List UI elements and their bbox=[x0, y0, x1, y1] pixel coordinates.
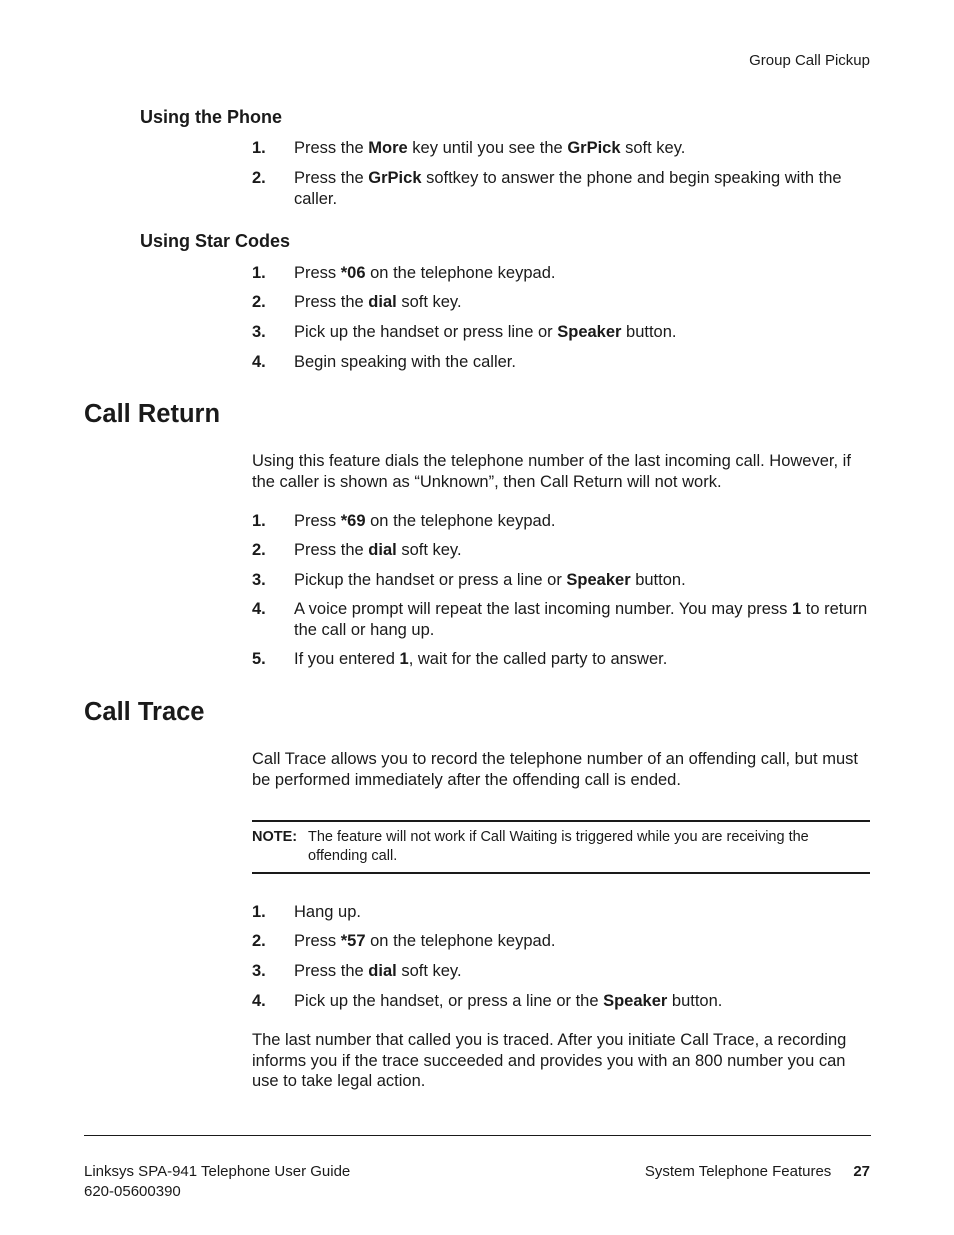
step-number: 4. bbox=[252, 600, 266, 618]
emphasis: More bbox=[368, 139, 408, 157]
step-text: Begin speaking with the caller. bbox=[294, 353, 516, 371]
step-text: If you entered 1, wait for the called party to answer. bbox=[294, 650, 668, 668]
step-number: 1. bbox=[252, 903, 266, 921]
step-number: 5. bbox=[252, 650, 266, 668]
step-text: Press *06 on the telephone keypad. bbox=[294, 264, 556, 282]
list-item bbox=[252, 322, 872, 343]
list-item bbox=[252, 352, 872, 373]
step-number: 4. bbox=[252, 353, 266, 371]
step-number: 2. bbox=[252, 932, 266, 950]
step-text: Pick up the handset or press line or Speaker button. bbox=[294, 323, 677, 341]
emphasis: dial bbox=[368, 541, 397, 559]
step-text: Press *57 on the telephone keypad. bbox=[294, 932, 556, 950]
footer-right bbox=[645, 1162, 870, 1182]
step-text: Press the GrPick softkey to answer the phone and begin speaking with the caller. bbox=[294, 169, 842, 208]
emphasis: *06 bbox=[340, 264, 366, 282]
step-text: Press the dial soft key. bbox=[294, 541, 462, 559]
step-text: Press the dial soft key. bbox=[294, 293, 462, 311]
list-item bbox=[252, 961, 872, 982]
list-item bbox=[252, 649, 872, 670]
emphasis: dial bbox=[368, 293, 397, 311]
emphasis: GrPick bbox=[368, 169, 422, 187]
note-box bbox=[252, 820, 870, 874]
emphasis: 1 bbox=[792, 600, 802, 618]
list-item bbox=[252, 540, 872, 561]
list-item bbox=[252, 599, 872, 640]
step-number: 2. bbox=[252, 169, 266, 187]
list-item bbox=[252, 931, 872, 952]
emphasis: dial bbox=[368, 962, 397, 980]
doc-number: 620-05600390 bbox=[84, 1183, 181, 1200]
footer-divider bbox=[84, 1135, 871, 1136]
step-text: Hang up. bbox=[294, 903, 361, 921]
emphasis: Speaker bbox=[566, 571, 631, 589]
heading-using-the-phone: Using the Phone bbox=[140, 107, 283, 127]
emphasis: Speaker bbox=[603, 992, 668, 1010]
step-number: 1. bbox=[252, 512, 266, 530]
step-number: 2. bbox=[252, 293, 266, 311]
chapter-title: System Telephone Features bbox=[644, 1163, 832, 1180]
emphasis: *57 bbox=[340, 932, 366, 950]
list-item bbox=[252, 511, 872, 532]
step-number: 1. bbox=[252, 139, 266, 157]
step-text: Pickup the handset or press a line or Speaker button. bbox=[294, 571, 686, 589]
emphasis: Speaker bbox=[557, 323, 622, 341]
step-text: Press the dial soft key. bbox=[294, 962, 462, 980]
list-item bbox=[252, 570, 872, 591]
step-number: 1. bbox=[252, 264, 266, 282]
step-number: 3. bbox=[252, 323, 266, 341]
emphasis: *69 bbox=[340, 512, 366, 530]
list-item bbox=[252, 168, 872, 209]
guide-title: Linksys SPA-941 Telephone User Guide bbox=[84, 1163, 351, 1180]
note-text: The feature will not work if Call Waiting is triggered while you are receiving the offending call. bbox=[308, 829, 809, 864]
step-text: Pick up the handset, or press a line or the Speaker button. bbox=[294, 992, 723, 1010]
list-item bbox=[252, 292, 872, 313]
list-item bbox=[252, 138, 872, 159]
emphasis: GrPick bbox=[567, 139, 621, 157]
note-label: NOTE: bbox=[252, 829, 298, 845]
heading-using-star-codes: Using Star Codes bbox=[140, 231, 291, 251]
emphasis: 1 bbox=[399, 650, 409, 668]
step-text: Press the More key until you see the GrPick soft key. bbox=[294, 139, 686, 157]
call-return-intro: Using this feature dials the telephone number of the last incoming call. However, if the caller is shown as “Unknown”, then Call Return will not work. bbox=[252, 452, 851, 491]
running-head: Group Call Pickup bbox=[749, 52, 870, 69]
footer-left bbox=[84, 1162, 350, 1202]
list-item bbox=[252, 991, 872, 1012]
call-trace-intro: Call Trace allows you to record the telephone number of an offending call, but must be performed immediately after the offending call is ended. bbox=[252, 750, 858, 789]
list-item bbox=[252, 263, 872, 284]
heading-call-return: Call Return bbox=[84, 400, 221, 428]
step-text: Press *69 on the telephone keypad. bbox=[294, 512, 556, 530]
step-text: A voice prompt will repeat the last incoming number. You may press 1 to return the call or hang up. bbox=[294, 600, 868, 639]
step-number: 3. bbox=[252, 962, 266, 980]
heading-call-trace: Call Trace bbox=[84, 698, 205, 726]
step-number: 3. bbox=[252, 571, 266, 589]
step-number: 2. bbox=[252, 541, 266, 559]
call-trace-outro: The last number that called you is traced. After you initiate Call Trace, a recording informs you if the trace succeeded and provides you with an 800 number you can use to take legal action. bbox=[252, 1031, 847, 1090]
list-item bbox=[252, 902, 872, 923]
page-number: 27 bbox=[853, 1163, 870, 1180]
step-number: 4. bbox=[252, 992, 266, 1010]
